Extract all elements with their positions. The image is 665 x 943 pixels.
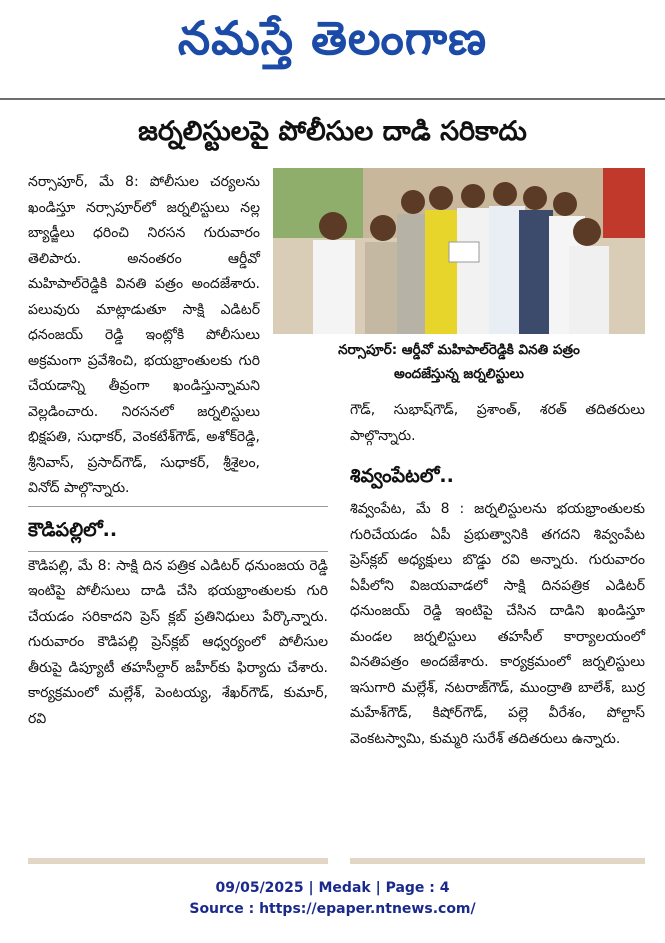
subheading-shivvampet: శివ్వంపేటలో.. bbox=[350, 465, 454, 487]
photo-caption bbox=[273, 338, 645, 386]
right-column bbox=[350, 398, 645, 752]
next-article-edge bbox=[28, 858, 328, 864]
shivvampet-paragraph: శివ్వంపేట, మే 8 : జర్నలిస్టులను భయభ్రాంతులకు గురిచేయడం ఏపీ ప్రభుత్వానికి తగదని శివ్వంపేట ప్రెస్‌క్లబ్ అధ్యక్షులు బొడ్డు రవి అన్నారు. గురువారం ఏపీలోని విజయవాడలో సాక్షి దినపత్రిక ఎడిటర్ ధనుంజయ్ రెడ్డి ఇంటిపై చేసిన దాడిని ఖండిస్తూ మండల జర్నలిస్టులు తహసీల్ కార్యాలయంలో వినతిపత్రం అందజేశారు. కార్యక్రమంలో జర్నలిస్టులు ఇసుగారి మల్లేశ్, నటరాజ్‌గౌడ్, ముంద్రాతి బాలేశ్, బుర్ర మహేశ్‌గౌడ్, కిషోర్‌గౌడ్, పల్లె వీరేశం, పోల్దాస్ వెంకటస్వామి, కుమ్మరి సురేశ్ తదితరులు ఉన్నారు. bbox=[350, 501, 645, 747]
continued-paragraph: గౌడ్, సుభాష్‌గౌడ్, ప్రశాంత్, శరత్ తదితరులు పాల్గొన్నారు. bbox=[350, 402, 645, 444]
subheading-kowdipalli: కౌడిపల్లిలో.. bbox=[28, 518, 118, 541]
next-article-edge bbox=[350, 858, 645, 864]
masthead bbox=[0, 0, 665, 78]
photo-illustration bbox=[273, 168, 645, 334]
footer-source[interactable]: Source : https://epaper.ntnews.com/ bbox=[189, 901, 476, 917]
article-photo bbox=[273, 168, 645, 334]
caption-line-1: నర్సాపూర్: ఆర్డీవో మహిపాల్‌రెడ్డికి వినతి పత్రం bbox=[338, 342, 580, 358]
caption-line-2: అందజేస్తున్న జర్నలిస్టులు bbox=[394, 366, 524, 382]
left-column bbox=[28, 170, 328, 732]
kowdipalli-paragraph: కౌడిపల్లి, మే 8: సాక్షి దిన పత్రిక ఎడిటర్ ధనుంజయ రెడ్డి ఇంటిపై పోలీసులు దాడి చేసి భయభ్రాంతులకు గురి చేయడం సరికాదని ప్రెస్ క్లబ్ ప్రతినిధులు పేర్కొన్నారు. గురువారం కౌడిపల్లి ప్రెస్‌క్లబ్ ఆధ్వర్యంలో పోలీసుల తీరుపై డిప్యూటీ తహసీల్దార్ జహీర్‌కు ఫిర్యాదు చేశారు. కార్యక్రమంలో మల్లేశ్, పెంటయ్య, శేఖర్‌గౌడ్, కుమార్, రవి bbox=[28, 557, 328, 727]
newspaper-logo: నమస్తే తెలంగాణ bbox=[177, 11, 488, 65]
article-lead-paragraph: నర్సాపూర్, మే 8: పోలీసుల చర్యలను ఖండిస్తూ నర్సాపూర్‌లో జర్నలిస్టులు నల్ల బ్యాడ్జీలు ధరించి నిరసన గురువారం తెలిపారు. అనంతరం ఆర్డీవో మహిపాల్‌రెడ్డికి వినతి పత్రం అందజేశారు. పలువురు మాట్లాడుతూ సాక్షి ఎడిటర్ ధనంజయ్ రెడ్డి ఇంట్లోకి పోలీసులు అక్రమంగా ప్రవేశించి, భయభ్రాంతులకు గురి చేయడాన్ని తీవ్రంగా ఖండిస్తున్నామని వెల్లడించారు. నిరసనలో జర్నలిస్టులు భిక్షపతి, సుధాకర్, వెంకటేశ్‌గౌడ్, అశోక్‌రెడ్డి, శ్రీనివాస్, ప్రసాద్‌గౌడ్, సుధాకర్, శ్రీశైలం, వినోద్ పాల్గొన్నారు. bbox=[28, 174, 260, 496]
footer-date-edition: 09/05/2025 | Medak | Page : 4 bbox=[215, 880, 450, 896]
article-headline: జర్నలిస్టులపై పోలీసుల దాడి సరికాదు bbox=[138, 116, 527, 147]
page-footer bbox=[0, 878, 665, 920]
header-divider bbox=[0, 98, 665, 100]
section-divider bbox=[28, 551, 328, 552]
section-divider bbox=[28, 506, 328, 507]
